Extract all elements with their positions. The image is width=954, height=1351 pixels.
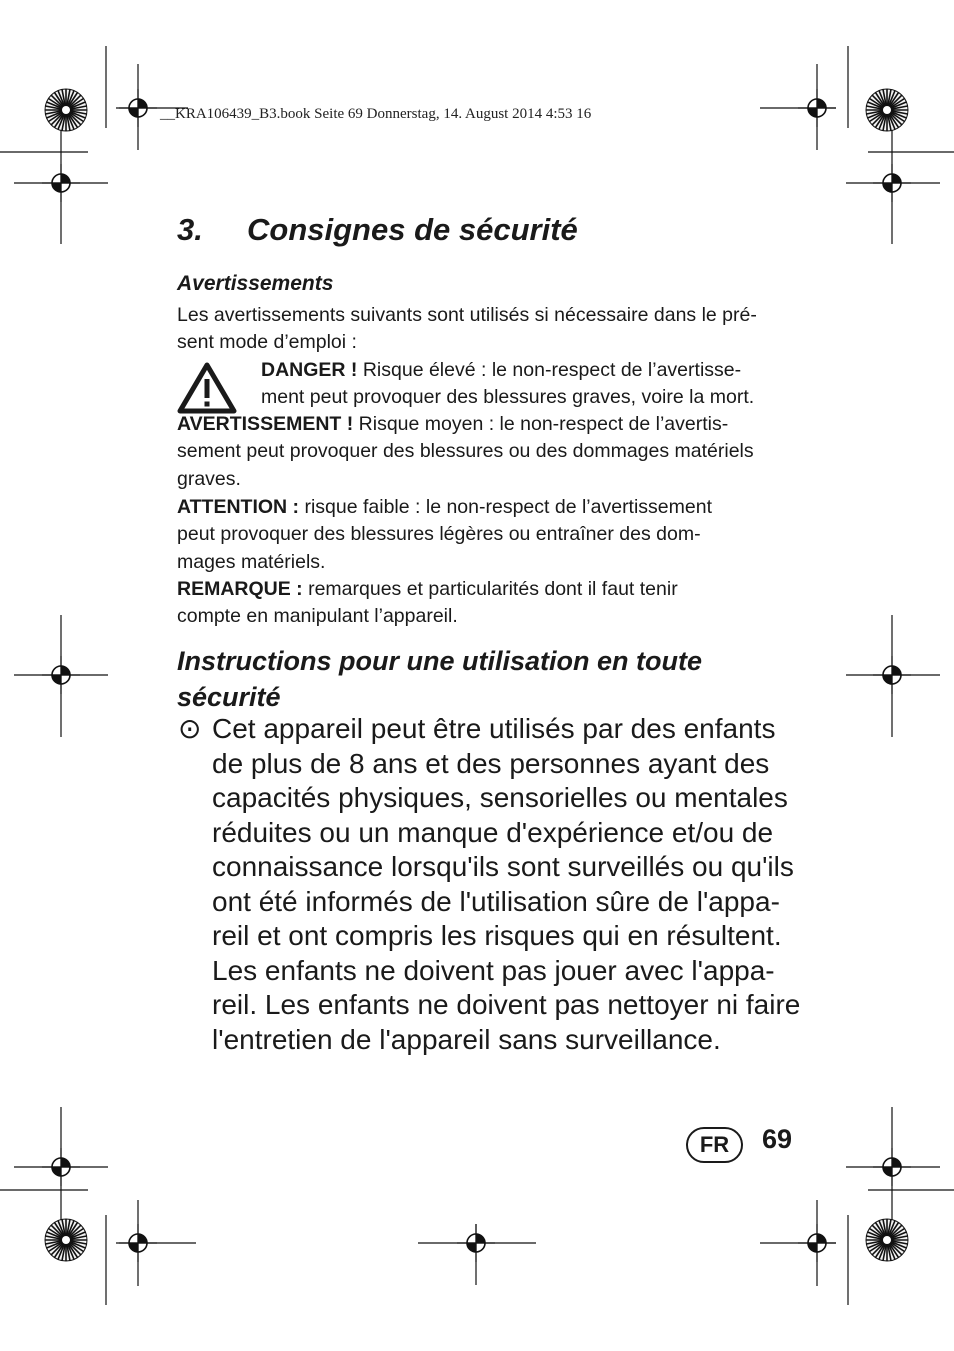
instruction-line: de plus de 8 ans et des personnes ayant des — [212, 747, 770, 779]
instruction-line: réduites ou un manque d'expérience et/ou de — [212, 816, 774, 848]
instruction-line: reil. Les enfants ne doivent pas nettoyer ni faire — [212, 989, 801, 1020]
instruction-line: capacités physiques, sensorielles ou mentales — [212, 782, 788, 813]
section-title-text: Consignes de sécurité — [247, 212, 578, 247]
remarque-label: REMARQUE : — [177, 578, 303, 600]
instruction-line: reil et ont compris les risques qui en résultent. — [212, 920, 782, 951]
instructions-heading-line: sécurité — [177, 682, 281, 712]
avertissement-text: Risque moyen : le non-respect de l’avertis- — [353, 413, 729, 435]
section-title — [177, 212, 578, 248]
avertissement-text: graves. — [177, 467, 241, 490]
warning-triangle-icon — [177, 362, 237, 414]
attention-text: peut provoquer des blessures légères ou entraîner des dom- — [177, 523, 701, 546]
danger-label: DANGER ! — [261, 359, 358, 381]
intro-line: Les avertissements suivants sont utilisés si nécessaire dans le pré- — [177, 304, 757, 326]
attention-text: mages matériels. — [177, 550, 326, 573]
instruction-line: Les enfants ne doivent pas jouer avec l'appa- — [212, 954, 775, 986]
avertissement-label: AVERTISSEMENT ! — [177, 413, 354, 435]
instruction-line: ont été informés de l'utilisation sûre de l'appa- — [212, 885, 780, 917]
print-slug: __KRA106439_B3.book Seite 69 Donnerstag, 14. August 2014 4:53 16 — [160, 106, 592, 122]
instructions-heading-line: Instructions pour une utilisation en toute — [177, 646, 702, 676]
danger-notice — [261, 357, 754, 412]
remarque-text: remarques et particularités dont il faut tenir — [302, 578, 678, 600]
attention-text: risque faible : le non-respect de l’avertissement — [299, 496, 713, 518]
instructions-heading — [177, 643, 702, 715]
language-badge: FR — [686, 1127, 743, 1163]
danger-text: Risque élevé : le non-respect de l’avertisse- — [357, 359, 742, 381]
intro-line: sent mode d’emploi : — [177, 331, 357, 354]
instruction-line: connaissance lorsqu'ils sont surveillés ou qu'ils — [212, 851, 794, 882]
avertissement-text: sement peut provoquer des blessures ou des dommages matériels — [177, 440, 754, 463]
page-number: 69 — [762, 1124, 793, 1154]
bullet-icon: ⊙ — [178, 713, 202, 744]
attention-notice — [177, 494, 712, 576]
remarque-notice — [177, 576, 678, 631]
section-number: 3. — [177, 212, 203, 247]
avertissement-notice — [177, 411, 754, 493]
safety-instruction-text — [212, 712, 800, 1057]
remarque-text: compte en manipulant l’appareil. — [177, 605, 458, 628]
instruction-line: Cet appareil peut être utilisés par des enfants — [212, 713, 776, 744]
instruction-line: l'entretien de l'appareil sans surveillance. — [212, 1023, 721, 1055]
attention-label: ATTENTION : — [177, 496, 300, 518]
warnings-heading: Avertissements — [177, 272, 334, 295]
danger-text: ment peut provoquer des blessures graves, voire la mort. — [261, 386, 755, 409]
warnings-intro — [177, 302, 757, 357]
